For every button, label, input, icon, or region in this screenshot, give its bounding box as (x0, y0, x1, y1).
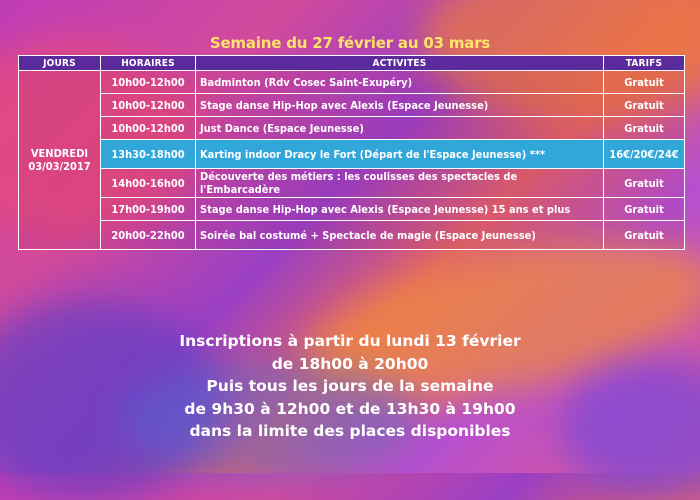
table-row-highlighted (19, 140, 685, 169)
footer-line: de 9h30 à 12h00 et de 13h30 à 19h00 (184, 399, 516, 418)
tarif-cell: Gratuit (604, 71, 685, 94)
table-row (19, 169, 685, 198)
table-row (19, 71, 685, 94)
column-header-horaires: HORAIRES (101, 56, 196, 71)
footer-line: Inscriptions à partir du lundi 13 février (179, 332, 521, 350)
table-row (19, 117, 685, 140)
schedule-table (18, 55, 685, 250)
tarif-cell: Gratuit (604, 94, 685, 117)
column-header-activites: ACTIVITES (196, 56, 604, 71)
footer-line: de 18h00 à 20h00 (271, 354, 429, 373)
tarif-cell: Gratuit (604, 117, 685, 140)
activity-cell: Soirée bal costumé + Spectacle de magie (Espace Jeunesse) (196, 221, 604, 250)
table-header-row (19, 56, 685, 71)
table-row (19, 198, 685, 221)
tarif-cell: Gratuit (604, 221, 685, 250)
activity-cell: Stage danse Hip-Hop avec Alexis (Espace Jeunesse) (196, 94, 604, 117)
time-cell: 14h00-16h00 (101, 169, 196, 198)
time-cell: 10h00-12h00 (101, 94, 196, 117)
footer-line: Puis tous les jours de la semaine (206, 377, 494, 395)
time-cell: 17h00-19h00 (101, 198, 196, 221)
day-cell (19, 71, 101, 250)
column-header-tarifs: TARIFS (604, 56, 685, 71)
table-row (19, 221, 685, 250)
activity-cell: Stage danse Hip-Hop avec Alexis (Espace Jeunesse) 15 ans et plus (196, 198, 604, 221)
time-cell: 20h00-22h00 (101, 221, 196, 250)
day-label: VENDREDI 03/03/2017 (28, 147, 91, 173)
activity-cell: Badminton (Rdv Cosec Saint-Exupéry) (196, 71, 604, 94)
column-header-jours: JOURS (19, 56, 101, 71)
time-cell: 13h30-18h00 (101, 140, 196, 169)
table-row (19, 94, 685, 117)
page-title: Semaine du 27 février au 03 mars (209, 34, 491, 52)
time-cell: 10h00-12h00 (101, 71, 196, 94)
time-cell: 10h00-12h00 (101, 117, 196, 140)
tarif-cell: 16€/20€/24€ (604, 140, 685, 169)
tarif-cell: Gratuit (604, 198, 685, 221)
registration-info (0, 330, 700, 443)
tarif-cell: Gratuit (604, 169, 685, 198)
footer-line: dans la limite des places disponibles (189, 422, 511, 440)
activity-cell: Just Dance (Espace Jeunesse) (196, 117, 604, 140)
activity-cell: Karting indoor Dracy le Fort (Départ de l'Espace Jeunesse) *** (196, 140, 604, 169)
activity-cell: Découverte des métiers : les coulisses des spectacles de l'Embarcadère (196, 169, 604, 198)
